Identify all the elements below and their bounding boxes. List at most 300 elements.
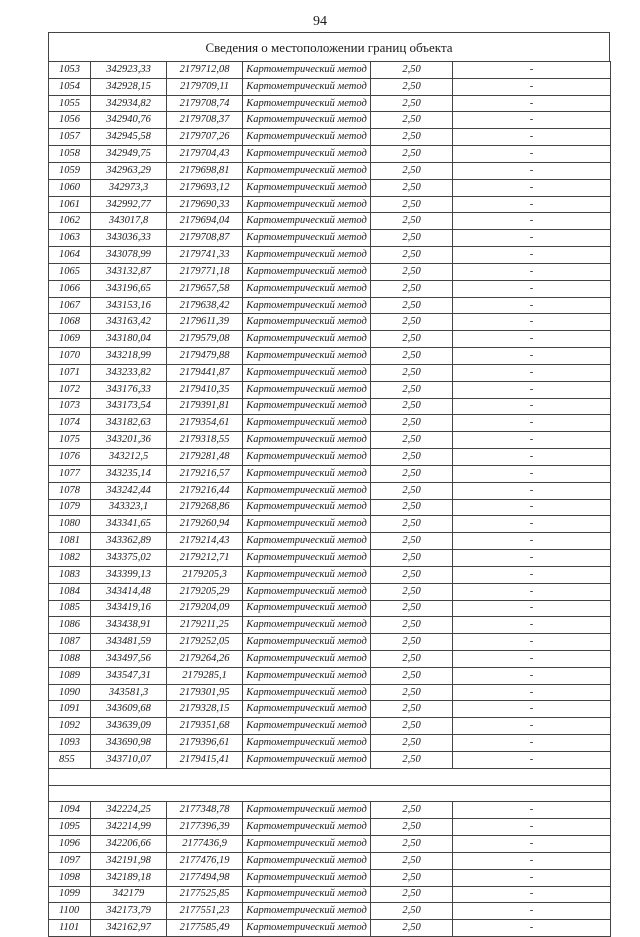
y-coordinate-cell: 2179351,68: [167, 718, 243, 735]
description-cell: -: [453, 62, 611, 79]
y-coordinate-cell: 2179690,33: [167, 196, 243, 213]
method-cell: Картометрический метод: [243, 566, 371, 583]
point-number-cell: 1095: [49, 819, 91, 836]
method-cell: Картометрический метод: [243, 432, 371, 449]
accuracy-cell: 2,50: [371, 836, 453, 853]
y-coordinate-cell: 2179216,44: [167, 482, 243, 499]
description-cell: -: [453, 886, 611, 903]
y-coordinate-cell: 2179709,11: [167, 78, 243, 95]
method-cell: Картометрический метод: [243, 634, 371, 651]
table-row: [49, 516, 611, 533]
accuracy-cell: 2,50: [371, 819, 453, 836]
description-cell: -: [453, 516, 611, 533]
table-row: [49, 179, 611, 196]
method-cell: Картометрический метод: [243, 78, 371, 95]
point-number-cell: 1061: [49, 196, 91, 213]
accuracy-cell: 2,50: [371, 886, 453, 903]
x-coordinate-cell: 343362,89: [91, 533, 167, 550]
x-coordinate-cell: 343547,31: [91, 667, 167, 684]
table-row: [49, 364, 611, 381]
table-row: [49, 886, 611, 903]
description-cell: -: [453, 146, 611, 163]
y-coordinate-cell: 2179708,74: [167, 95, 243, 112]
x-coordinate-cell: 342191,98: [91, 852, 167, 869]
method-cell: Картометрический метод: [243, 129, 371, 146]
empty-cell: [49, 785, 611, 802]
y-coordinate-cell: 2179611,39: [167, 314, 243, 331]
table-row: [49, 600, 611, 617]
x-coordinate-cell: 343173,54: [91, 398, 167, 415]
x-coordinate-cell: 342923,33: [91, 62, 167, 79]
description-cell: -: [453, 566, 611, 583]
y-coordinate-cell: 2179694,04: [167, 213, 243, 230]
y-coordinate-cell: 2179214,43: [167, 533, 243, 550]
method-cell: Картометрический метод: [243, 230, 371, 247]
method-cell: Картометрический метод: [243, 550, 371, 567]
x-coordinate-cell: 342928,15: [91, 78, 167, 95]
description-cell: -: [453, 95, 611, 112]
page-number: 94: [313, 14, 327, 29]
point-number-cell: 1063: [49, 230, 91, 247]
method-cell: Картометрический метод: [243, 112, 371, 129]
description-cell: -: [453, 903, 611, 920]
accuracy-cell: 2,50: [371, 449, 453, 466]
table-row: [49, 650, 611, 667]
description-cell: -: [453, 432, 611, 449]
table-row: [49, 62, 611, 79]
x-coordinate-cell: 343710,07: [91, 751, 167, 768]
y-coordinate-cell: 2179693,12: [167, 179, 243, 196]
table-gap-row: [49, 785, 611, 802]
y-coordinate-cell: 2179205,3: [167, 566, 243, 583]
x-coordinate-cell: 342214,99: [91, 819, 167, 836]
description-cell: -: [453, 247, 611, 264]
y-coordinate-cell: 2179252,05: [167, 634, 243, 651]
accuracy-cell: 2,50: [371, 684, 453, 701]
table-row: [49, 852, 611, 869]
x-coordinate-cell: 343399,13: [91, 566, 167, 583]
x-coordinate-cell: 343176,33: [91, 381, 167, 398]
x-coordinate-cell: 343182,63: [91, 415, 167, 432]
y-coordinate-cell: 2179264,26: [167, 650, 243, 667]
accuracy-cell: 2,50: [371, 95, 453, 112]
method-cell: Картометрический метод: [243, 465, 371, 482]
y-coordinate-cell: 2179707,26: [167, 129, 243, 146]
x-coordinate-cell: 343639,09: [91, 718, 167, 735]
table-row: [49, 836, 611, 853]
x-coordinate-cell: 343017,8: [91, 213, 167, 230]
accuracy-cell: 2,50: [371, 112, 453, 129]
y-coordinate-cell: 2179657,58: [167, 280, 243, 297]
method-cell: Картометрический метод: [243, 179, 371, 196]
description-cell: -: [453, 314, 611, 331]
method-cell: Картометрический метод: [243, 650, 371, 667]
y-coordinate-cell: 2179328,15: [167, 701, 243, 718]
y-coordinate-cell: 2179708,37: [167, 112, 243, 129]
description-cell: -: [453, 802, 611, 819]
accuracy-cell: 2,50: [371, 634, 453, 651]
method-cell: Картометрический метод: [243, 146, 371, 163]
method-cell: Картометрический метод: [243, 903, 371, 920]
table-row: [49, 684, 611, 701]
accuracy-cell: 2,50: [371, 550, 453, 567]
accuracy-cell: 2,50: [371, 263, 453, 280]
description-cell: -: [453, 718, 611, 735]
table-row: [49, 869, 611, 886]
method-cell: Картометрический метод: [243, 852, 371, 869]
description-cell: -: [453, 280, 611, 297]
table-row: [49, 617, 611, 634]
table-row: [49, 146, 611, 163]
table-row: [49, 314, 611, 331]
x-coordinate-cell: 343196,65: [91, 280, 167, 297]
description-cell: -: [453, 415, 611, 432]
table-row: [49, 735, 611, 752]
y-coordinate-cell: 2179212,71: [167, 550, 243, 567]
method-cell: Картометрический метод: [243, 449, 371, 466]
x-coordinate-cell: 343163,42: [91, 314, 167, 331]
table-row: [49, 331, 611, 348]
point-number-cell: 1099: [49, 886, 91, 903]
y-coordinate-cell: 2179216,57: [167, 465, 243, 482]
table-row: [49, 634, 611, 651]
accuracy-cell: 2,50: [371, 297, 453, 314]
description-cell: -: [453, 684, 611, 701]
description-cell: -: [453, 465, 611, 482]
method-cell: Картометрический метод: [243, 297, 371, 314]
table-row: [49, 247, 611, 264]
table-row: [49, 550, 611, 567]
x-coordinate-cell: 343438,91: [91, 617, 167, 634]
accuracy-cell: 2,50: [371, 802, 453, 819]
point-number-cell: 1074: [49, 415, 91, 432]
accuracy-cell: 2,50: [371, 196, 453, 213]
accuracy-cell: 2,50: [371, 432, 453, 449]
table-gap-row: [49, 768, 611, 785]
description-cell: -: [453, 263, 611, 280]
description-cell: -: [453, 162, 611, 179]
description-cell: -: [453, 449, 611, 466]
accuracy-cell: 2,50: [371, 129, 453, 146]
method-cell: Картометрический метод: [243, 499, 371, 516]
description-cell: -: [453, 213, 611, 230]
x-coordinate-cell: 343481,59: [91, 634, 167, 651]
x-coordinate-cell: 342206,66: [91, 836, 167, 853]
table-row: [49, 348, 611, 365]
description-cell: -: [453, 230, 611, 247]
x-coordinate-cell: 343201,36: [91, 432, 167, 449]
point-number-cell: 1055: [49, 95, 91, 112]
point-number-cell: 1082: [49, 550, 91, 567]
x-coordinate-cell: 343341,65: [91, 516, 167, 533]
point-number-cell: 1093: [49, 735, 91, 752]
y-coordinate-cell: 2179698,81: [167, 162, 243, 179]
description-cell: -: [453, 533, 611, 550]
method-cell: Картометрический метод: [243, 415, 371, 432]
description-cell: -: [453, 550, 611, 567]
y-coordinate-cell: 2179741,33: [167, 247, 243, 264]
accuracy-cell: 2,50: [371, 735, 453, 752]
accuracy-cell: 2,50: [371, 78, 453, 95]
method-cell: Картометрический метод: [243, 314, 371, 331]
method-cell: Картометрический метод: [243, 751, 371, 768]
description-cell: -: [453, 701, 611, 718]
accuracy-cell: 2,50: [371, 751, 453, 768]
y-coordinate-cell: 2179479,88: [167, 348, 243, 365]
y-coordinate-cell: 2177585,49: [167, 920, 243, 937]
x-coordinate-cell: 343132,87: [91, 263, 167, 280]
method-cell: Картометрический метод: [243, 684, 371, 701]
description-cell: -: [453, 667, 611, 684]
description-cell: -: [453, 600, 611, 617]
point-number-cell: 1088: [49, 650, 91, 667]
point-number-cell: 1077: [49, 465, 91, 482]
point-number-cell: 1101: [49, 920, 91, 937]
y-coordinate-cell: 2179708,87: [167, 230, 243, 247]
x-coordinate-cell: 342189,18: [91, 869, 167, 886]
table-row: [49, 903, 611, 920]
point-number-cell: 1057: [49, 129, 91, 146]
y-coordinate-cell: 2179712,08: [167, 62, 243, 79]
accuracy-cell: 2,50: [371, 920, 453, 937]
x-coordinate-cell: 343153,16: [91, 297, 167, 314]
point-number-cell: 1085: [49, 600, 91, 617]
description-cell: -: [453, 617, 611, 634]
accuracy-cell: 2,50: [371, 179, 453, 196]
x-coordinate-cell: 343581,3: [91, 684, 167, 701]
table-row: [49, 297, 611, 314]
description-cell: -: [453, 179, 611, 196]
point-number-cell: 1089: [49, 667, 91, 684]
x-coordinate-cell: 342224,25: [91, 802, 167, 819]
point-number-cell: 1066: [49, 280, 91, 297]
table-row: [49, 263, 611, 280]
x-coordinate-cell: 342162,97: [91, 920, 167, 937]
method-cell: Картометрический метод: [243, 583, 371, 600]
accuracy-cell: 2,50: [371, 852, 453, 869]
y-coordinate-cell: 2179579,08: [167, 331, 243, 348]
description-cell: -: [453, 78, 611, 95]
method-cell: Картометрический метод: [243, 886, 371, 903]
table-row: [49, 718, 611, 735]
x-coordinate-cell: 343323,1: [91, 499, 167, 516]
point-number-cell: 1081: [49, 533, 91, 550]
method-cell: Картометрический метод: [243, 617, 371, 634]
accuracy-cell: 2,50: [371, 869, 453, 886]
accuracy-cell: 2,50: [371, 533, 453, 550]
method-cell: Картометрический метод: [243, 95, 371, 112]
accuracy-cell: 2,50: [371, 162, 453, 179]
y-coordinate-cell: 2179771,18: [167, 263, 243, 280]
y-coordinate-cell: 2179301,95: [167, 684, 243, 701]
point-number-cell: 1054: [49, 78, 91, 95]
point-number-cell: 1098: [49, 869, 91, 886]
point-number-cell: 1090: [49, 684, 91, 701]
method-cell: Картометрический метод: [243, 364, 371, 381]
accuracy-cell: 2,50: [371, 617, 453, 634]
description-cell: -: [453, 735, 611, 752]
section-title: Сведения о местоположении границ объекта: [48, 32, 610, 61]
method-cell: Картометрический метод: [243, 482, 371, 499]
accuracy-cell: 2,50: [371, 280, 453, 297]
accuracy-cell: 2,50: [371, 314, 453, 331]
x-coordinate-cell: 343375,02: [91, 550, 167, 567]
x-coordinate-cell: 342940,76: [91, 112, 167, 129]
x-coordinate-cell: 342949,75: [91, 146, 167, 163]
point-number-cell: 1094: [49, 802, 91, 819]
accuracy-cell: 2,50: [371, 482, 453, 499]
accuracy-cell: 2,50: [371, 903, 453, 920]
x-coordinate-cell: 343497,56: [91, 650, 167, 667]
method-cell: Картометрический метод: [243, 348, 371, 365]
x-coordinate-cell: 343609,68: [91, 701, 167, 718]
table-row: [49, 920, 611, 937]
table-row: [49, 95, 611, 112]
coordinates-table: [48, 61, 611, 937]
method-cell: Картометрический метод: [243, 600, 371, 617]
table-row: [49, 196, 611, 213]
point-number-cell: 1075: [49, 432, 91, 449]
description-cell: -: [453, 836, 611, 853]
table-row: [49, 162, 611, 179]
table-row: [49, 499, 611, 516]
x-coordinate-cell: 342173,79: [91, 903, 167, 920]
accuracy-cell: 2,50: [371, 650, 453, 667]
accuracy-cell: 2,50: [371, 566, 453, 583]
description-cell: -: [453, 869, 611, 886]
accuracy-cell: 2,50: [371, 381, 453, 398]
x-coordinate-cell: 342945,58: [91, 129, 167, 146]
y-coordinate-cell: 2179415,41: [167, 751, 243, 768]
y-coordinate-cell: 2179268,86: [167, 499, 243, 516]
table-row: [49, 381, 611, 398]
accuracy-cell: 2,50: [371, 230, 453, 247]
description-cell: -: [453, 751, 611, 768]
table-row: [49, 415, 611, 432]
y-coordinate-cell: 2177348,78: [167, 802, 243, 819]
y-coordinate-cell: 2177436,9: [167, 836, 243, 853]
description-cell: -: [453, 583, 611, 600]
x-coordinate-cell: 343036,33: [91, 230, 167, 247]
accuracy-cell: 2,50: [371, 331, 453, 348]
y-coordinate-cell: 2177525,85: [167, 886, 243, 903]
description-cell: -: [453, 112, 611, 129]
point-number-cell: 1072: [49, 381, 91, 398]
y-coordinate-cell: 2177551,23: [167, 903, 243, 920]
description-cell: -: [453, 364, 611, 381]
point-number-cell: 1084: [49, 583, 91, 600]
x-coordinate-cell: 342963,29: [91, 162, 167, 179]
point-number-cell: 1058: [49, 146, 91, 163]
accuracy-cell: 2,50: [371, 667, 453, 684]
point-number-cell: 1097: [49, 852, 91, 869]
x-coordinate-cell: 343235,14: [91, 465, 167, 482]
method-cell: Картометрический метод: [243, 836, 371, 853]
x-coordinate-cell: 342179: [91, 886, 167, 903]
description-cell: -: [453, 381, 611, 398]
accuracy-cell: 2,50: [371, 583, 453, 600]
point-number-cell: 1062: [49, 213, 91, 230]
accuracy-cell: 2,50: [371, 600, 453, 617]
y-coordinate-cell: 2179318,55: [167, 432, 243, 449]
x-coordinate-cell: 342992,77: [91, 196, 167, 213]
point-number-cell: 1059: [49, 162, 91, 179]
method-cell: Картометрический метод: [243, 869, 371, 886]
y-coordinate-cell: 2179396,61: [167, 735, 243, 752]
description-cell: -: [453, 499, 611, 516]
method-cell: Картометрический метод: [243, 533, 371, 550]
y-coordinate-cell: 2179410,35: [167, 381, 243, 398]
description-cell: -: [453, 297, 611, 314]
point-number-cell: 1086: [49, 617, 91, 634]
accuracy-cell: 2,50: [371, 146, 453, 163]
x-coordinate-cell: 342934,82: [91, 95, 167, 112]
method-cell: Картометрический метод: [243, 213, 371, 230]
table-row: [49, 398, 611, 415]
method-cell: Картометрический метод: [243, 920, 371, 937]
method-cell: Картометрический метод: [243, 247, 371, 264]
description-cell: -: [453, 482, 611, 499]
x-coordinate-cell: 343242,44: [91, 482, 167, 499]
point-number-cell: 1080: [49, 516, 91, 533]
point-number-cell: 1069: [49, 331, 91, 348]
y-coordinate-cell: 2179354,61: [167, 415, 243, 432]
table-row: [49, 819, 611, 836]
accuracy-cell: 2,50: [371, 398, 453, 415]
method-cell: Картометрический метод: [243, 263, 371, 280]
accuracy-cell: 2,50: [371, 499, 453, 516]
description-cell: -: [453, 650, 611, 667]
accuracy-cell: 2,50: [371, 516, 453, 533]
point-number-cell: 1073: [49, 398, 91, 415]
description-cell: -: [453, 348, 611, 365]
point-number-cell: 1091: [49, 701, 91, 718]
table-row: [49, 280, 611, 297]
point-number-cell: 1070: [49, 348, 91, 365]
point-number-cell: 1092: [49, 718, 91, 735]
point-number-cell: 1087: [49, 634, 91, 651]
method-cell: Картометрический метод: [243, 819, 371, 836]
x-coordinate-cell: 343212,5: [91, 449, 167, 466]
point-number-cell: 1078: [49, 482, 91, 499]
method-cell: Картометрический метод: [243, 196, 371, 213]
point-number-cell: 1071: [49, 364, 91, 381]
method-cell: Картометрический метод: [243, 718, 371, 735]
method-cell: Картометрический метод: [243, 381, 371, 398]
table-row: [49, 751, 611, 768]
x-coordinate-cell: 343180,04: [91, 331, 167, 348]
point-number-cell: 1056: [49, 112, 91, 129]
x-coordinate-cell: 343414,48: [91, 583, 167, 600]
table-row: [49, 449, 611, 466]
table-row: [49, 129, 611, 146]
y-coordinate-cell: 2179211,25: [167, 617, 243, 634]
table-row: [49, 230, 611, 247]
description-cell: -: [453, 331, 611, 348]
x-coordinate-cell: 342973,3: [91, 179, 167, 196]
accuracy-cell: 2,50: [371, 348, 453, 365]
y-coordinate-cell: 2179391,81: [167, 398, 243, 415]
description-cell: -: [453, 634, 611, 651]
method-cell: Картометрический метод: [243, 667, 371, 684]
accuracy-cell: 2,50: [371, 701, 453, 718]
table-row: [49, 112, 611, 129]
x-coordinate-cell: 343078,99: [91, 247, 167, 264]
table-row: [49, 583, 611, 600]
point-number-cell: 1079: [49, 499, 91, 516]
description-cell: -: [453, 398, 611, 415]
y-coordinate-cell: 2179441,87: [167, 364, 243, 381]
